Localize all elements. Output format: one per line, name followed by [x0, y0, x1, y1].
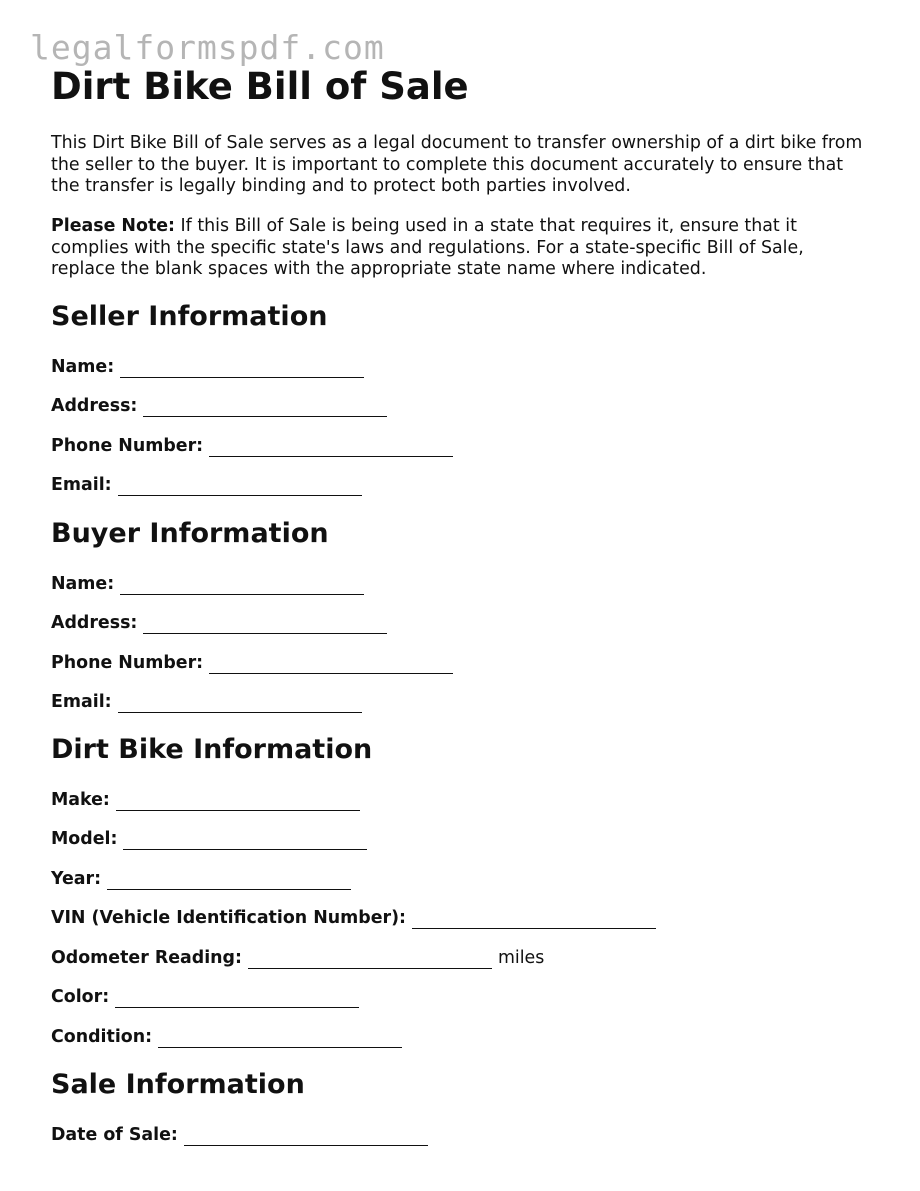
- buyer-name-field: [51, 573, 364, 595]
- bike-model-blank[interactable]: [123, 832, 367, 850]
- bike-odometer-field: [51, 947, 544, 969]
- seller-address-field: [51, 395, 387, 417]
- bike-color-field: [51, 986, 359, 1008]
- bike-odometer-label: Odometer Reading:: [51, 948, 242, 968]
- seller-email-blank[interactable]: [118, 478, 362, 496]
- bike-condition-blank[interactable]: [158, 1030, 402, 1048]
- bike-odometer-blank[interactable]: [248, 951, 492, 969]
- bike-year-blank[interactable]: [107, 872, 351, 890]
- buyer-heading: Buyer Information: [51, 518, 329, 549]
- seller-name-field: [51, 356, 364, 378]
- seller-heading: Seller Information: [51, 301, 328, 332]
- buyer-name-label: Name:: [51, 574, 115, 594]
- seller-phone-field: [51, 435, 453, 457]
- bike-model-label: Model:: [51, 829, 118, 849]
- note-label: Please Note:: [51, 216, 176, 236]
- intro-paragraph: This Dirt Bike Bill of Sale serves as a legal document to transfer ownership of a dirt bike from the seller to the buyer. It is important to complete this document accurately to ensure that the transfer is legally binding and to protect both parties involved.: [51, 133, 863, 196]
- buyer-phone-label: Phone Number:: [51, 653, 204, 673]
- buyer-email-label: Email:: [51, 692, 112, 712]
- watermark: legalformspdf.com: [30, 28, 385, 67]
- buyer-phone-field: [51, 652, 453, 674]
- sale-date-label: Date of Sale:: [51, 1125, 178, 1145]
- sale-date-blank[interactable]: [184, 1128, 428, 1146]
- note-text: If this Bill of Sale is being used in a state that requires it, ensure that it complies with the specific state's laws and regulations. For a state-specific Bill of Sale, replace the blank spaces with the appropriate state name where indicated.: [51, 216, 804, 279]
- bike-odometer-unit: miles: [497, 948, 545, 968]
- bike-year-label: Year:: [51, 869, 102, 889]
- buyer-address-blank[interactable]: [143, 616, 387, 634]
- bike-year-field: [51, 868, 351, 890]
- buyer-name-blank[interactable]: [120, 577, 364, 595]
- bike-heading: Dirt Bike Information: [51, 734, 373, 765]
- bike-color-label: Color:: [51, 987, 110, 1007]
- seller-email-label: Email:: [51, 475, 112, 495]
- bike-vin-field: [51, 907, 656, 929]
- buyer-email-blank[interactable]: [118, 695, 362, 713]
- bike-make-label: Make:: [51, 790, 110, 810]
- bike-model-field: [51, 828, 367, 850]
- seller-name-label: Name:: [51, 357, 115, 377]
- bike-vin-label: VIN (Vehicle Identification Number):: [51, 908, 406, 928]
- bike-color-blank[interactable]: [115, 990, 359, 1008]
- page-title: Dirt Bike Bill of Sale: [51, 65, 469, 108]
- seller-address-label: Address:: [51, 396, 138, 416]
- bike-vin-blank[interactable]: [412, 911, 656, 929]
- buyer-address-label: Address:: [51, 613, 138, 633]
- bike-make-field: [51, 789, 360, 811]
- bike-condition-label: Condition:: [51, 1027, 153, 1047]
- seller-address-blank[interactable]: [143, 399, 387, 417]
- sale-heading: Sale Information: [51, 1069, 305, 1100]
- seller-phone-blank[interactable]: [209, 439, 453, 457]
- note-paragraph: [51, 216, 871, 281]
- buyer-phone-blank[interactable]: [209, 656, 453, 674]
- seller-email-field: [51, 474, 362, 496]
- buyer-address-field: [51, 612, 387, 634]
- seller-name-blank[interactable]: [120, 360, 364, 378]
- seller-phone-label: Phone Number:: [51, 436, 204, 456]
- bike-make-blank[interactable]: [116, 793, 360, 811]
- buyer-email-field: [51, 691, 362, 713]
- sale-date-field: [51, 1124, 428, 1146]
- bike-condition-field: [51, 1026, 402, 1048]
